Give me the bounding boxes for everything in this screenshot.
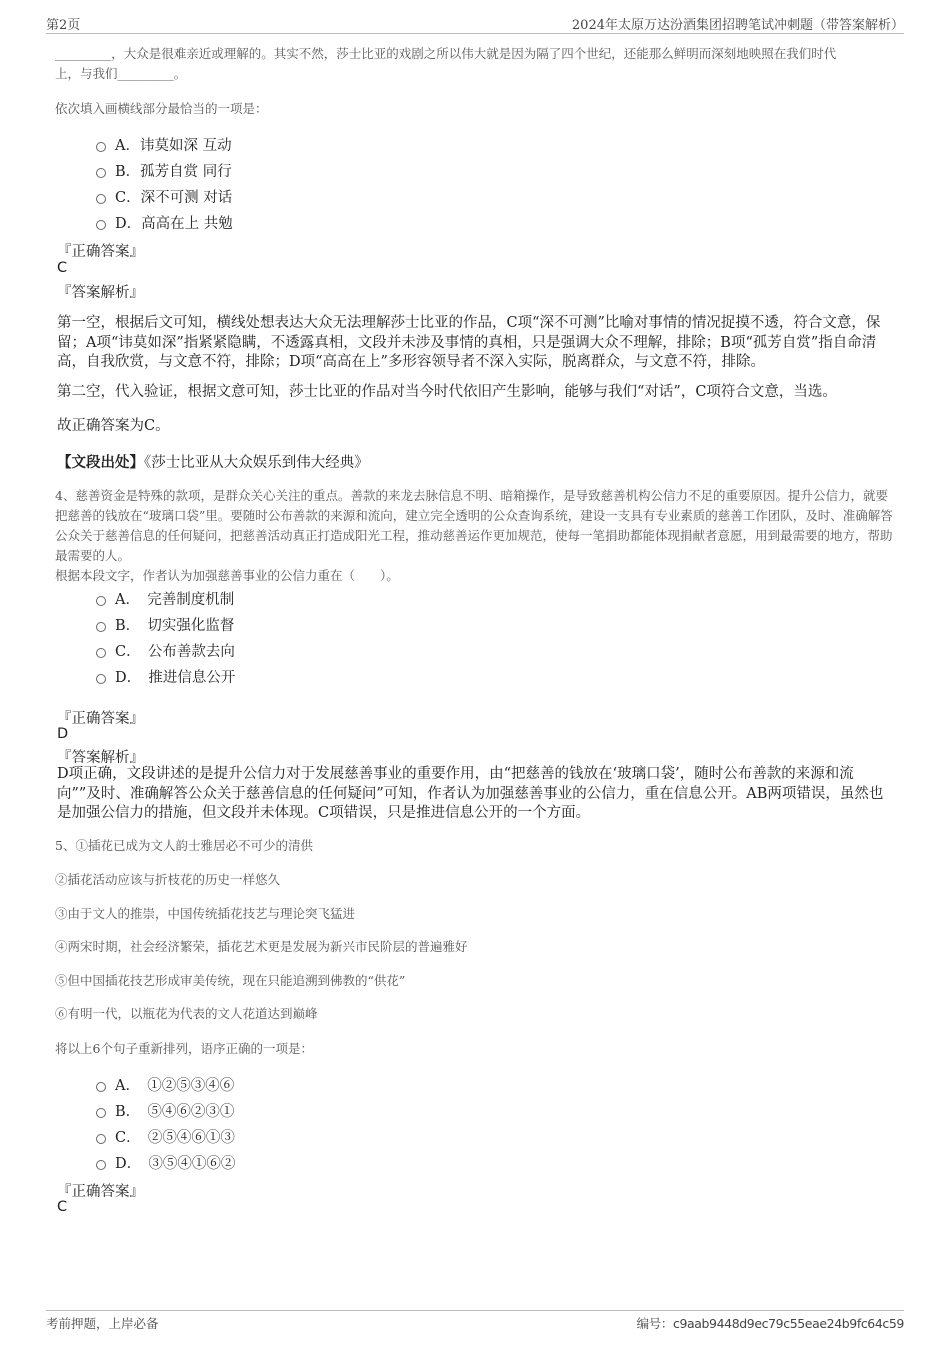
footer-slogan: 考前押题，上岸必备 [46, 1316, 159, 1331]
q3-option-b[interactable] [96, 160, 232, 180]
option-label: B． 切实强化监督 [115, 618, 235, 634]
option-label: B． ⑤④⑥②③① [115, 1104, 235, 1120]
q5-prompt: 将以上6个句子重新排列，语序正确的一项是： [55, 1041, 313, 1056]
q4-stem: 4、慈善资金是特殊的款项，是群众关心关注的重点。善款的来龙去脉信息不明、暗箱操作，是导致慈善机构公信力不足的重要原因。提升公信力，就要把慈善的钱放在“玻璃口袋”里。要随时公布善款的来源和流向，建立完全透明的公众查询系统，建设一支具有专业素质的慈善工作团队，及时、准确解答公众关于慈善信息的任何疑问，把慈善活动真正打造成阳光工程，推动慈善运作更加规范，使每一笔捐助都能体现捐献者意愿，用到最需要的地方，帮助最需要的人。 [55, 488, 893, 563]
q3-prompt: 依次填入画横线部分最恰当的一项是： [55, 101, 268, 116]
q5-option-b[interactable] [96, 1100, 234, 1120]
q3-passage-line2: 上，与我们_________。 [55, 66, 187, 81]
q4-option-a[interactable] [96, 588, 234, 608]
q3-answer: C [57, 260, 68, 276]
radio-icon[interactable] [96, 142, 106, 152]
q3-analysis-label: 『答案解析』 [57, 285, 144, 301]
source-label: 【文段出处】 [57, 454, 144, 471]
q4-analysis-label: 『答案解析』 [57, 750, 144, 766]
q3-analysis-p1: 第一空，根据后文可知，横线处想表达大众无法理解莎士比亚的作品，C项“深不可测”比喻对事情的情况捉摸不透，符合文意，保留；A项“讳莫如深”指紧紧隐瞒，不透露真相，文段并未涉及事情的真相，只是强调大众不理解，排除；B项“孤芳自赏”指自命清高，自我欣赏，与文意不符，排除；D项“高高在上”多形容领导者不深入实际，脱离群众，与文意不符，排除。 [57, 315, 881, 370]
radio-icon[interactable] [96, 648, 106, 658]
q3-source [57, 451, 369, 472]
source-text: 《莎士比亚从大众娱乐到伟大经典》 [144, 455, 369, 471]
q4-answer-label: 『正确答案』 [57, 711, 144, 727]
q5-answer: C [57, 1199, 68, 1215]
q3-option-c[interactable] [96, 186, 232, 206]
q5-option-c[interactable] [96, 1126, 235, 1146]
radio-icon[interactable] [96, 1134, 106, 1144]
radio-icon[interactable] [96, 596, 106, 606]
option-label: D． ③⑤④①⑥② [115, 1156, 236, 1172]
q3-answer-label: 『正确答案』 [57, 244, 144, 260]
q4-option-b[interactable] [96, 614, 234, 634]
q4-analysis: D项正确，文段讲述的是提升公信力对于发展慈善事业的重要作用，由“把慈善的钱放在‘玻璃口袋’，随时公布善款的来源和流向””及时、准确解答公众关于慈善信息的任何疑问”可知，作者认为加强慈善事业的公信力，重在信息公开。AB两项错误，虽然也是加强公信力的措施，但文段并未体现。C项错误，只是推进信息公开的一个方面。 [57, 766, 884, 821]
q5-answer-label: 『正确答案』 [57, 1184, 144, 1200]
option-label: A． ①②⑤③④⑥ [115, 1078, 235, 1094]
option-label: C． 公布善款去向 [115, 644, 235, 660]
q3-passage-line1: _________，大众是很难亲近或理解的。其实不然，莎士比亚的戏剧之所以伟大就是因为隔了四个世纪，还能那么鲜明而深刻地映照在我们时代 [55, 46, 837, 61]
radio-icon[interactable] [96, 674, 106, 684]
option-label: C．深不可测 对话 [115, 190, 233, 206]
option-label: A．讳莫如深 互动 [115, 138, 232, 154]
document-code: 编号：c9aab9448d9ec79c55eae24b9fc64c59 [636, 1316, 904, 1331]
q5-sentence-1: 5、①插花已成为文人韵士雅居必不可少的清供 [55, 838, 313, 853]
q5-option-d[interactable] [96, 1152, 235, 1172]
page-header [46, 14, 904, 32]
radio-icon[interactable] [96, 220, 106, 230]
option-label: D．高高在上 共勉 [115, 216, 233, 232]
radio-icon[interactable] [96, 1082, 106, 1092]
q3-analysis-p3: 故正确答案为C。 [57, 418, 170, 434]
q3-option-d[interactable] [96, 212, 233, 232]
option-label: D． 推进信息公开 [115, 670, 236, 686]
q4-prompt: 根据本段文字，作者认为加强慈善事业的公信力重在（ ）。 [55, 568, 399, 583]
footer-divider [46, 1310, 904, 1311]
q5-sentence-4: ④两宋时期，社会经济繁荣，插花艺术更是发展为新兴市民阶层的普遍雅好 [55, 939, 468, 954]
q5-sentence-3: ③由于文人的推崇，中国传统插花技艺与理论突飞猛进 [55, 906, 356, 921]
option-label: C． ②⑤④⑥①③ [115, 1130, 235, 1146]
q5-sentence-6: ⑥有明一代，以瓶花为代表的文人花道达到巅峰 [55, 1006, 318, 1021]
q5-option-a[interactable] [96, 1074, 234, 1094]
document-title: 2024年太原万达汾酒集团招聘笔试冲刺题（带答案解析） [571, 18, 904, 33]
radio-icon[interactable] [96, 1160, 106, 1170]
q3-analysis-p2: 第二空，代入验证，根据文意可知，莎士比亚的作品对当今时代依旧产生影响，能够与我们“对话”，C项符合文意，当选。 [57, 384, 837, 400]
q3-option-a[interactable] [96, 134, 232, 154]
option-label: B．孤芳自赏 同行 [115, 164, 232, 180]
radio-icon[interactable] [96, 622, 106, 632]
q4-option-c[interactable] [96, 640, 235, 660]
q5-sentence-2: ②插花活动应该与折枝花的历史一样悠久 [55, 872, 281, 887]
q4-answer: D [57, 726, 69, 742]
header-divider [46, 33, 904, 34]
radio-icon[interactable] [96, 1108, 106, 1118]
page-number: 第2页 [46, 18, 81, 33]
option-label: A． 完善制度机制 [115, 592, 235, 608]
q4-option-d[interactable] [96, 666, 235, 686]
radio-icon[interactable] [96, 194, 106, 204]
radio-icon[interactable] [96, 168, 106, 178]
q5-sentence-5: ⑤但中国插花技艺形成审美传统，现在只能追溯到佛教的“供花” [55, 973, 406, 988]
